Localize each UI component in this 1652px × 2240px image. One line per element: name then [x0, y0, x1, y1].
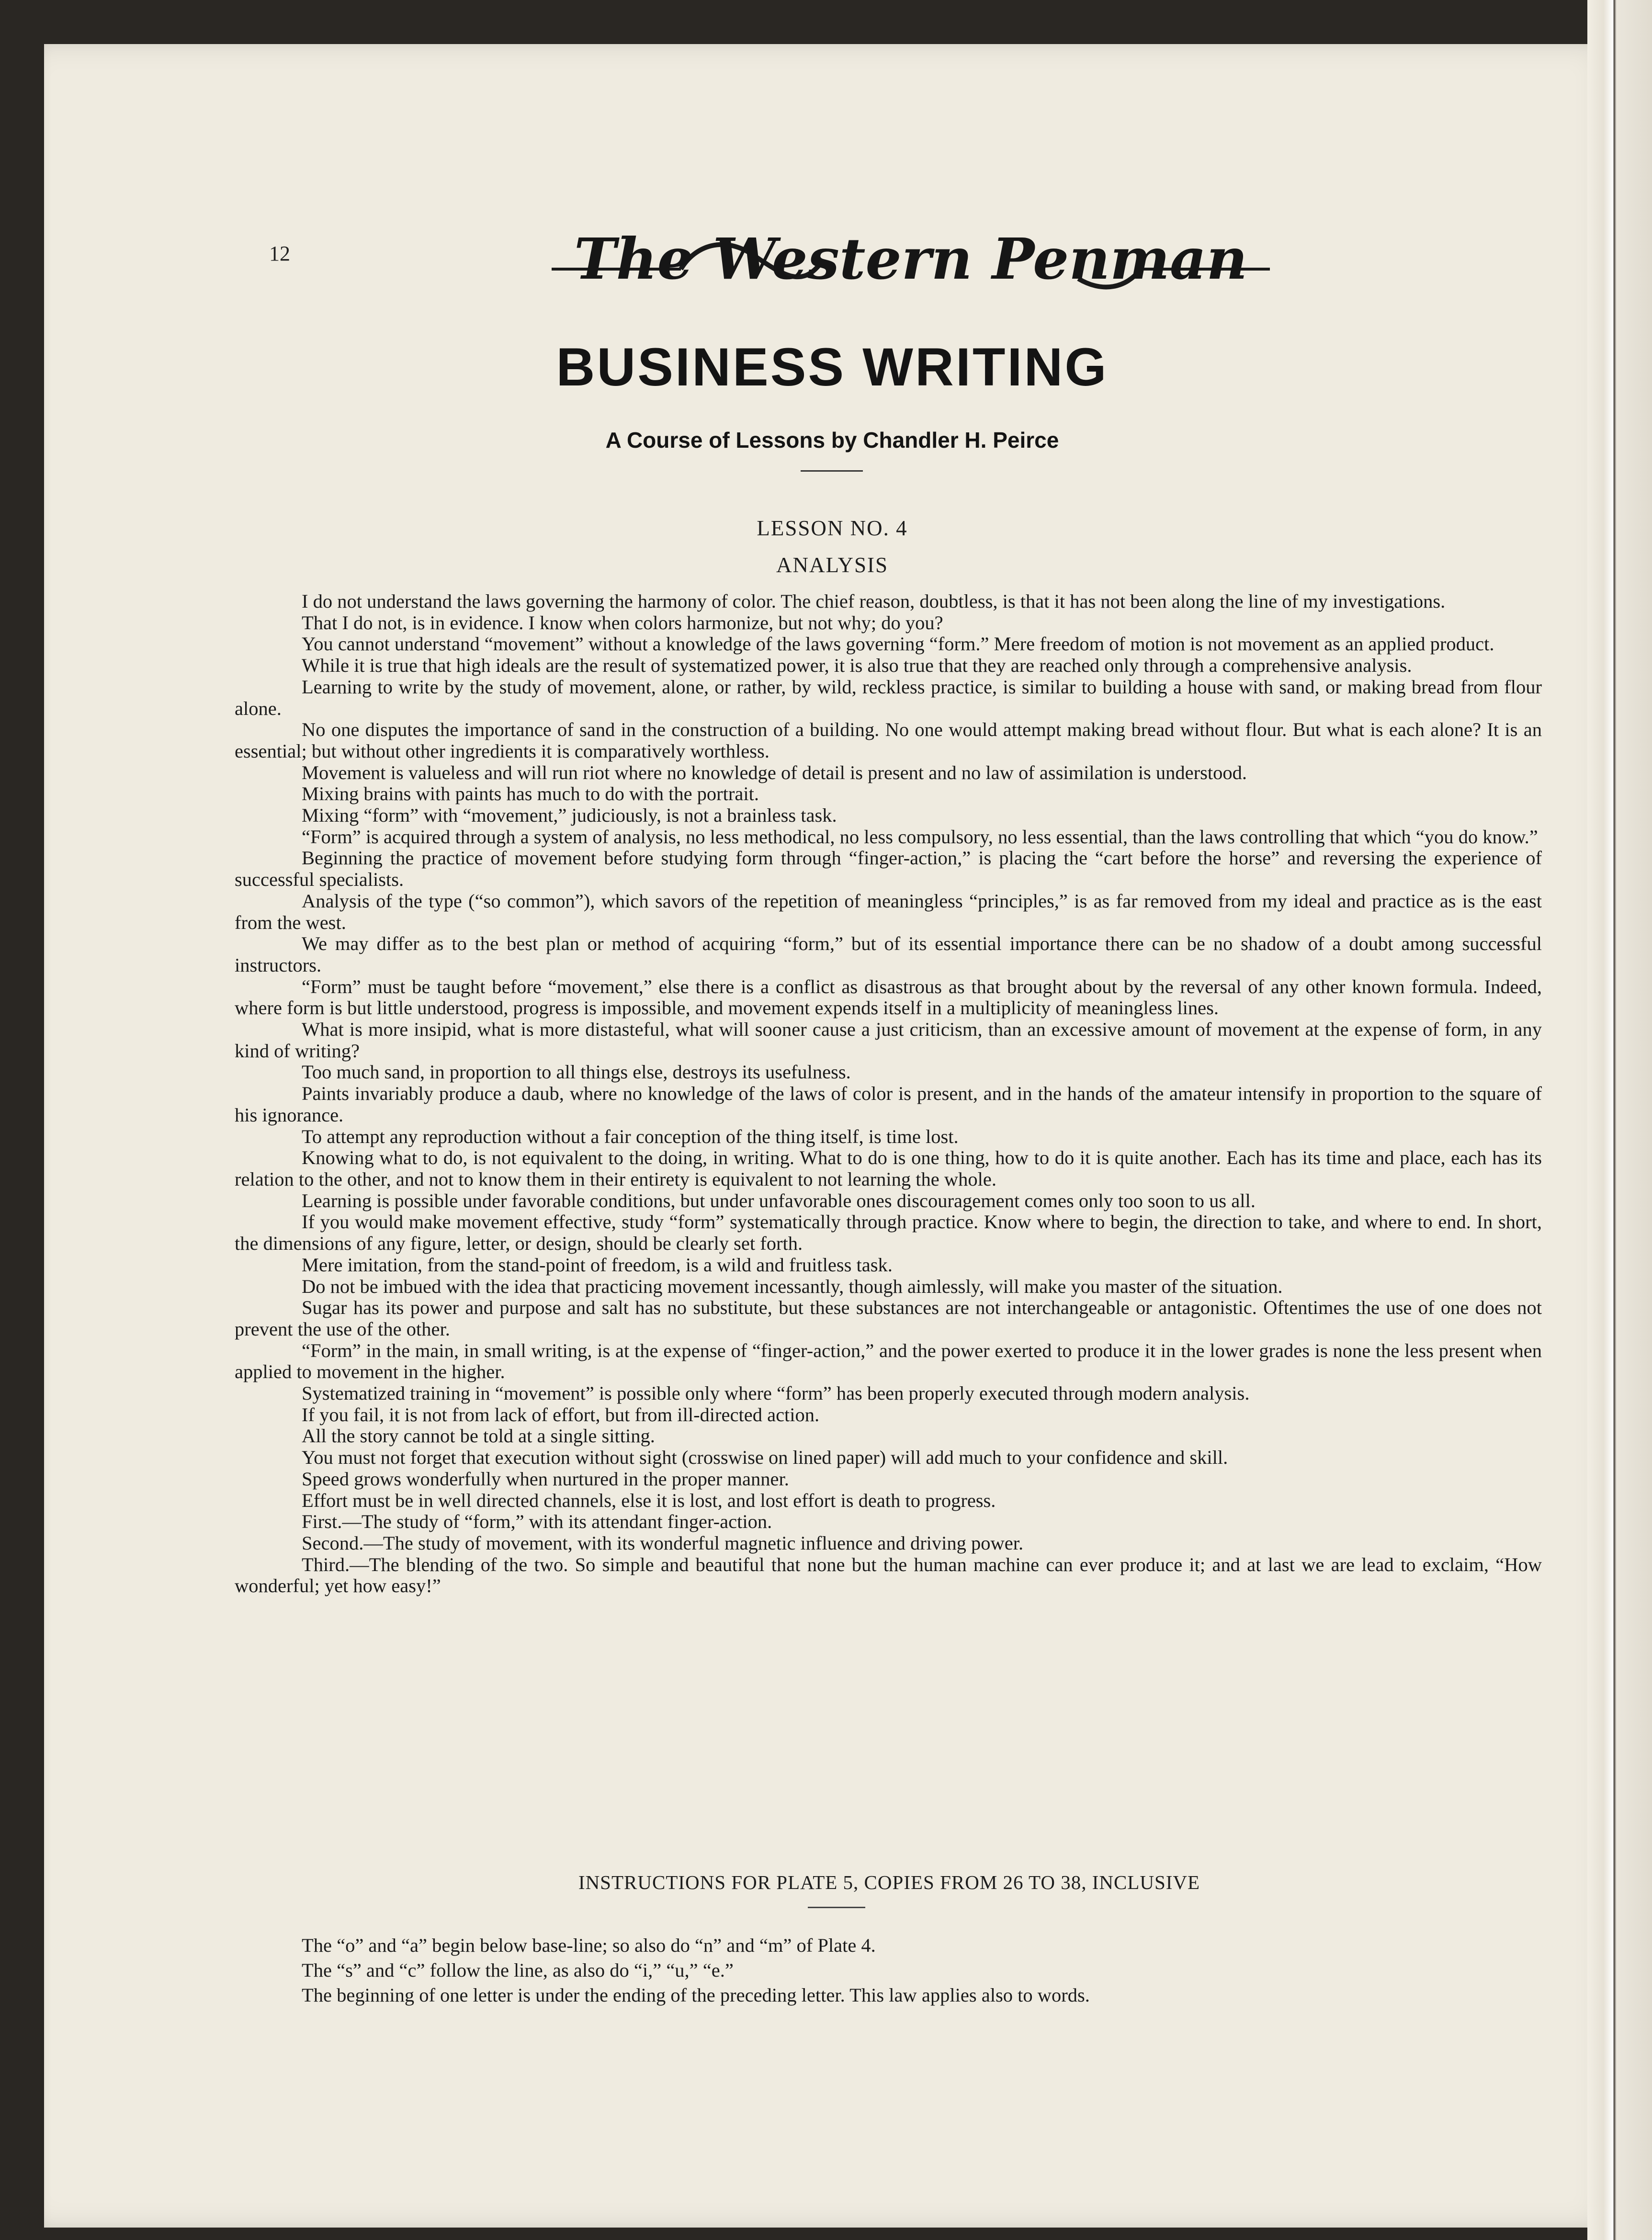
page — [44, 44, 1620, 2228]
paragraph: Learning to write by the study of movement, alone, or rather, by wild, reckless practice, is similar to building a house with sand, or making bread from flour alone. — [235, 676, 1542, 719]
section-heading: ANALYSIS — [776, 553, 888, 577]
paragraph: What is more insipid, what is more distasteful, what will sooner cause a just criticism, than an excessive amount of movement at the expense of form, in any kind of writing? — [235, 1018, 1542, 1062]
paragraph: Knowing what to do, is not equivalent to the doing, in writing. What to do is one thing, how to do it is quite another. Each has its time and place, each has its relation to the other, and not to know them in their entirety is equivalent to not learning the whole. — [235, 1147, 1542, 1190]
instructions-divider — [808, 1907, 865, 1908]
book-spine — [1587, 0, 1652, 2240]
paragraph: To attempt any reproduction without a fair conception of the thing itself, is time lost. — [302, 1125, 959, 1147]
title-divider — [801, 470, 863, 472]
paragraph: You cannot understand “movement” without a knowledge of the laws governing “form.” Mere freedom of motion is not movement as an applied product. — [302, 633, 1494, 655]
paragraph: Analysis of the type (“so common”), which savors of the repetition of meaningless “principles,” is as far removed from my ideal and practice as is the east from the west. — [235, 890, 1542, 933]
instruction-line: The “s” and “c” follow the line, as also do “i,” “u,” “e.” — [302, 1959, 734, 1981]
masthead-text: The Western Penman — [574, 226, 1248, 292]
paragraph: Sugar has its power and purpose and salt has no substitute, but these substances are not interchangeable or antagonistic. Oftentimes the use of one does not prevent the use of the other. — [235, 1297, 1542, 1340]
masthead-ornament-icon — [552, 216, 1270, 312]
lesson-body — [235, 591, 1542, 1597]
paragraph: Mere imitation, from the stand-point of freedom, is a wild and fruitless task. — [302, 1254, 893, 1276]
article-subtitle: A Course of Lessons by Chandler H. Peirce — [605, 428, 1059, 453]
paragraph: You must not forget that execution without sight (crosswise on lined paper) will add much to your confidence and skill. — [302, 1447, 1228, 1469]
paragraph: Beginning the practice of movement before studying form through “finger-action,” is placing the “cart before the horse” and reversing the experience of successful specialists. — [235, 847, 1542, 891]
paragraph: Learning is possible under favorable conditions, but under unfavorable ones discouragement comes only too soon to us all. — [302, 1189, 1256, 1211]
paragraph: I do not understand the laws governing the harmony of color. The chief reason, doubtless, is that it has not been along the line of my investigations. — [302, 590, 1446, 612]
paragraph: Movement is valueless and will run riot where no knowledge of detail is present and no law of assimilation is understood. — [302, 761, 1247, 783]
paragraph: Too much sand, in proportion to all things else, destroys its usefulness. — [302, 1061, 851, 1083]
lesson-number: LESSON NO. 4 — [757, 516, 908, 540]
paragraph: That I do not, is in evidence. I know when colors harmonize, but not why; do you? — [302, 611, 943, 634]
paragraph: We may differ as to the best plan or method of acquiring “form,” but of its essential importance there can be no shadow of a doubt among successful instructors. — [235, 933, 1542, 976]
paragraph: Second.—The study of movement, with its wonderful magnetic influence and driving power. — [302, 1532, 1024, 1554]
paragraph: While it is true that high ideals are the result of systematized power, it is also true that they are reached only through a comprehensive analysis. — [302, 655, 1412, 677]
paragraph: If you would make movement effective, study “form” systematically through practice. Know where to begin, the direction to take, and where to end. In short, the dimensions of any figure, letter, or design, should be clearly set forth. — [235, 1211, 1542, 1255]
paragraph: Systematized training in “movement” is possible only where “form” has been properly executed through modern analysis. — [302, 1382, 1250, 1404]
paragraph: Effort must be in well directed channels, else it is lost, and lost effort is death to progress. — [302, 1489, 996, 1511]
instruction-line: The beginning of one letter is under the ending of the preceding letter. This law applies also to words. — [302, 1984, 1090, 2006]
instructions-body — [235, 1933, 1542, 2008]
paragraph: Mixing “form” with “movement,” judiciously, is not a brainless task. — [302, 804, 837, 826]
paragraph: “Form” is acquired through a system of analysis, no less methodical, no less compulsory, no less essential, than the laws controlling that which “you do know.” — [302, 826, 1538, 848]
page-number: 12 — [269, 242, 290, 265]
paragraph: “Form” in the main, in small writing, is at the expense of “finger-action,” and the power exerted to produce it in the lower grades is none the less present when applied to movement in the higher. — [235, 1339, 1542, 1383]
paragraph: No one disputes the importance of sand in the construction of a building. No one would attempt making bread without flour. But what is each alone? It is an essential; but without other ingredients it is comparatively worthless. — [235, 719, 1542, 762]
paragraph: If you fail, it is not from lack of effort, but from ill-directed action. — [302, 1403, 820, 1425]
paragraph: Do not be imbued with the idea that practicing movement incessantly, though aimlessly, will make you master of the situation. — [302, 1275, 1283, 1297]
paragraph: Paints invariably produce a daub, where no knowledge of the laws of color is present, and in the hands of the amateur intensify in proportion to the square of his ignorance. — [235, 1083, 1542, 1126]
paragraph: Mixing brains with paints has much to do with the portrait. — [302, 783, 759, 805]
instruction-line: The “o” and “a” begin below base-line; so also do “n” and “m” of Plate 4. — [302, 1935, 876, 1956]
article-title: BUSINESS WRITING — [556, 337, 1109, 397]
instructions-heading: INSTRUCTIONS FOR PLATE 5, COPIES FROM 26 TO 38, INCLUSIVE — [578, 1871, 1200, 1893]
paragraph: Speed grows wonderfully when nurtured in the proper manner. — [302, 1468, 789, 1490]
paragraph: First.—The study of “form,” with its attendant finger-action. — [302, 1511, 772, 1533]
paragraph: All the story cannot be told at a single sitting. — [302, 1425, 655, 1447]
paragraph: Third.—The blending of the two. So simple and beautiful that none but the human machine can ever produce it; and at last we are lead to exclaim, “How wonderful; yet how easy!” — [235, 1553, 1542, 1597]
masthead-logo — [552, 216, 1270, 312]
paragraph: “Form” must be taught before “movement,” else there is a conflict as disastrous as that brought about by the reversal of any other known formula. Indeed, where form is but little understood, progress is impossible, and movement expends itself in a multiplicity of meaningless lines. — [235, 975, 1542, 1019]
